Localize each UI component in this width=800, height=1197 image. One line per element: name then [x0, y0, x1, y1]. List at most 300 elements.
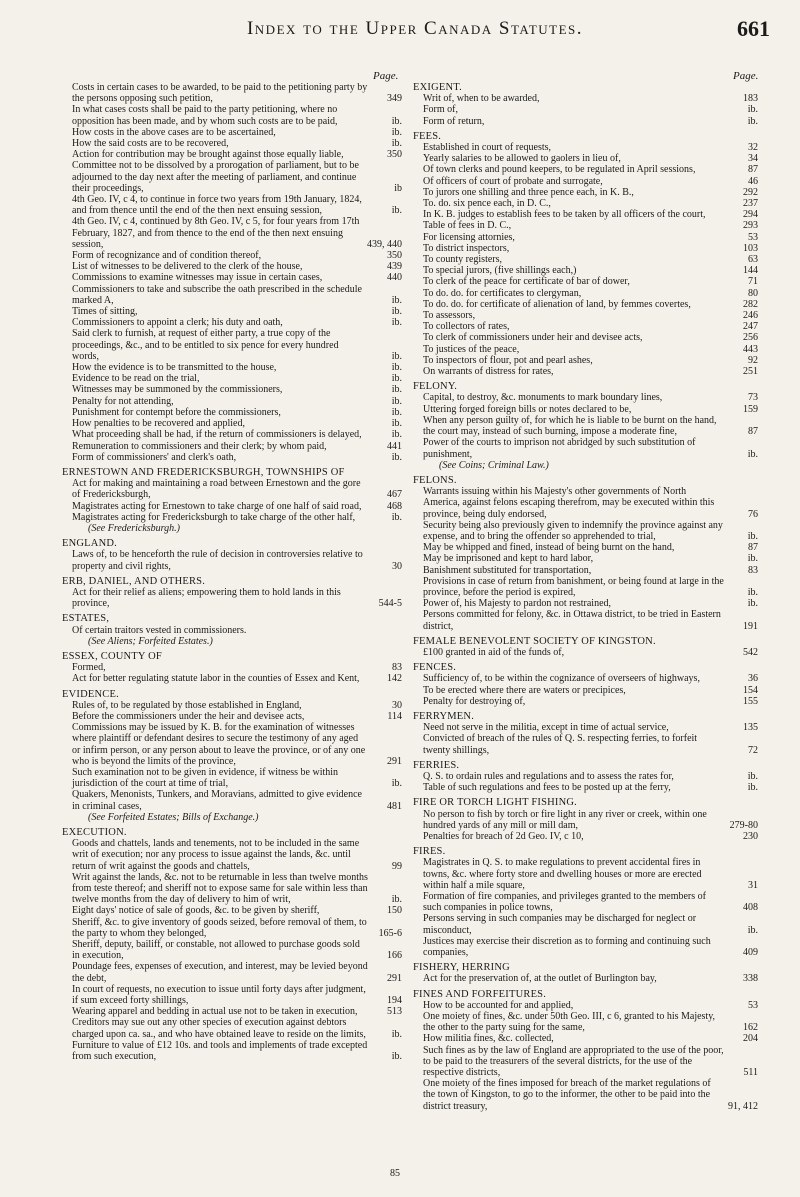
entry-heading: FEES.	[413, 130, 442, 142]
sub-entry-text: Penalty for not attending,	[72, 395, 174, 407]
sub-entry-text: To special jurors, (five shillings each,)	[423, 265, 577, 277]
entry-heading: FIRE OR TORCH LIGHT FISHING.	[413, 797, 577, 809]
page-reference: 76	[748, 508, 758, 520]
sub-entry-text: Witnesses may be summoned by the commissioners,	[72, 384, 283, 396]
sub-entry-text: Uttering forged foreign bills or notes declared to be,	[423, 403, 632, 415]
page-reference: 440	[387, 272, 402, 284]
sub-entry	[62, 138, 402, 149]
entry-heading: FISHERY, HERRING	[413, 962, 510, 974]
sub-entry	[413, 254, 758, 265]
sub-entry-text: One moiety of fines, &c. under 50th Geo. III, c 6, granted to his Majesty, the other to the party suing for the same,	[423, 1011, 716, 1034]
index-entry	[62, 467, 402, 534]
sub-entry	[413, 310, 758, 321]
sub-entry	[62, 722, 402, 767]
sub-entry	[62, 194, 402, 216]
index-entry	[62, 689, 402, 823]
sub-entry	[413, 936, 758, 958]
page-reference: ib.	[391, 384, 402, 396]
entry-heading: ERB, DANIEL, AND OTHERS.	[62, 575, 206, 587]
page-reference: 53	[748, 999, 758, 1011]
sub-entry	[413, 576, 758, 598]
sub-entry-text: Commissions may be issued by K. B. for the examination of witnesses where plaintiff or defendant desires to secure the testimony of any aged or infirm person, or any person about to leave the province, or of any one who is beyond the limits of the province,	[72, 722, 366, 767]
page-reference: 349	[387, 93, 402, 105]
entry-heading: FERRIES.	[413, 759, 460, 771]
sub-entry	[413, 973, 758, 984]
sub-entry-text: Sufficiency of, to be within the cognizance of overseers of highways,	[423, 673, 700, 685]
sub-entry-text: Sheriff, &c. to give inventory of goods seized, before removal of them, to the party to whom they belonged,	[72, 916, 367, 939]
page-reference: ib.	[747, 770, 758, 782]
page-reference: 468	[387, 500, 402, 512]
page-reference: 439, 440	[367, 238, 402, 250]
entry-heading: FEMALE BENEVOLENT SOCIETY OF KINGSTON.	[413, 635, 656, 647]
sub-entry	[62, 216, 402, 250]
sub-entry	[62, 407, 402, 418]
sub-entry-text: Form of,	[423, 104, 458, 116]
index-column-left	[62, 78, 402, 1062]
index-entry	[62, 538, 402, 572]
sub-entry	[413, 809, 758, 831]
running-title: Index to the Upper Canada Statutes.	[246, 18, 584, 39]
page-reference: ib	[394, 182, 402, 194]
page-reference: 99	[392, 860, 402, 872]
sub-entry	[413, 93, 758, 104]
sub-entry	[413, 913, 758, 935]
sub-entry-text: Action for contribution may be brought against those equally liable,	[72, 149, 344, 161]
sub-entry	[62, 673, 402, 684]
page-reference: 194	[387, 995, 402, 1007]
page-reference: 87	[748, 426, 758, 438]
page-reference: 142	[387, 673, 402, 685]
sub-entry-text: Convicted of breach of the rules of Q. S. respecting ferries, to forfeit twenty shillings,	[423, 733, 698, 756]
sub-entry	[62, 711, 402, 722]
page-reference: ib.	[391, 115, 402, 127]
sub-entry	[413, 321, 758, 332]
page-reference: ib.	[391, 306, 402, 318]
index-entry	[413, 989, 758, 1112]
page-reference: 150	[387, 905, 402, 917]
sub-entry	[62, 306, 402, 317]
sub-entry-text: 4th Geo. IV, c 4, continued by 8th Geo. IV, c 5, for four years from 17th February, 1827, and from thence to the end of the then next ensuing session,	[72, 216, 360, 250]
sub-entry	[413, 1078, 758, 1112]
page-reference: ib.	[391, 406, 402, 418]
page-reference: 154	[743, 684, 758, 696]
sub-entry-text: Of certain traitors vested in commissioners.	[72, 624, 247, 636]
sub-entry	[62, 587, 402, 609]
page-reference: 282	[743, 298, 758, 310]
page-reference: 87	[748, 164, 758, 176]
page-reference: 135	[743, 722, 758, 734]
sub-entry-text: Capital, to destroy, &c. monuments to mark boundary lines,	[423, 392, 663, 404]
sub-entry	[413, 299, 758, 310]
sub-entry-text: Justices may exercise their discretion as to forming and continuing such companies,	[423, 935, 711, 959]
sub-entry-text: Magistrates acting for Ernestown to take charge of one half of said road,	[72, 500, 362, 512]
sub-entry	[413, 366, 758, 377]
sub-entry	[62, 328, 402, 362]
sub-entry	[413, 276, 758, 287]
sub-entry	[62, 625, 402, 636]
index-entry	[413, 662, 758, 707]
page-reference: 279-80	[729, 819, 758, 831]
page-reference: 159	[743, 403, 758, 415]
sub-entry	[413, 176, 758, 187]
page-reference: 166	[387, 950, 402, 962]
page-reference: 165-6	[378, 927, 402, 939]
sub-entry	[413, 415, 758, 437]
sub-entry	[62, 261, 402, 272]
sub-entry-text: List of witnesses to be delivered to the clerk of the house,	[72, 261, 303, 273]
index-entry	[413, 846, 758, 958]
sub-entry	[413, 609, 758, 631]
sub-entry	[413, 288, 758, 299]
page-reference: 292	[743, 186, 758, 198]
sub-entry-text: Persons committed for felony, &c. in Ottawa district, to be tried in Eastern district,	[423, 609, 721, 632]
page-reference: 144	[743, 265, 758, 277]
sub-entry-text: To district inspectors,	[423, 242, 510, 254]
entry-heading: EXIGENT.	[413, 82, 462, 93]
index-entry	[413, 475, 758, 632]
sub-entry-text: In court of requests, no execution to issue until forty days after judgment, if sum exceed forty shillings,	[72, 983, 366, 1007]
sub-entry	[413, 831, 758, 842]
sub-entry-text: Costs in certain cases to be awarded, to be paid to the petitioning party by the persons opposing such petition,	[72, 82, 368, 105]
sub-entry-text: How to be accounted for and applied,	[423, 999, 574, 1011]
sub-entry-text: Power of, his Majesty to pardon not restrained,	[423, 598, 612, 610]
page-reference: 408	[743, 902, 758, 914]
sub-entry	[62, 362, 402, 373]
entry-heading: FENCES.	[413, 662, 457, 674]
page-reference: 30	[392, 699, 402, 711]
sub-entry-text: To county registers,	[423, 254, 503, 266]
index-column-right	[413, 78, 758, 1112]
page-reference: 30	[392, 560, 402, 572]
sub-entry	[62, 917, 402, 939]
page-reference: ib.	[391, 294, 402, 306]
sub-entry-text: Committee not to be dissolved by a prorogation of parliament, but to be adjourned to the day next after the meeting of parliament, and continue their proceedings,	[72, 160, 359, 194]
sub-entry-text: Of town clerks and pound keepers, to be regulated in April sessions,	[423, 164, 696, 176]
page-column-label-right: Page.	[733, 70, 759, 82]
sub-entry	[413, 542, 758, 553]
page-reference: 63	[748, 254, 758, 266]
page-reference: 350	[387, 250, 402, 262]
sub-entry-text: Table of fees in D. C.,	[423, 220, 512, 232]
sub-entry	[62, 961, 402, 983]
sub-entry-text: To collectors of rates,	[423, 321, 510, 333]
page-reference: ib.	[391, 1051, 402, 1063]
sub-entry	[413, 1033, 758, 1044]
page-reference: 237	[743, 198, 758, 210]
entry-heading: FELONY.	[413, 381, 458, 393]
sub-entry	[62, 872, 402, 906]
sub-entry	[413, 673, 758, 684]
sub-entry	[413, 344, 758, 355]
sub-entry	[413, 685, 758, 696]
sub-entry	[413, 857, 758, 891]
sub-entry-text: How militia fines, &c. collected,	[423, 1033, 554, 1045]
sub-entry-text: Goods and chattels, lands and tenements, not to be included in the same writ of execution; nor any process to issue against the lands, &c. until return of writ against the goods and chattels,	[72, 838, 360, 872]
signature-mark: 85	[390, 1168, 400, 1179]
index-entry	[413, 711, 758, 756]
sub-entry	[62, 501, 402, 512]
page-reference: ib.	[747, 530, 758, 542]
sub-entry	[62, 1017, 402, 1039]
sub-entry-text: Persons serving in such companies may be discharged for neglect or misconduct,	[423, 913, 697, 936]
index-entry	[413, 131, 758, 377]
sub-entry	[62, 317, 402, 328]
sub-entry-text: May be whipped and fined, instead of being burnt on the hand,	[423, 542, 675, 554]
sub-entry	[413, 404, 758, 415]
sub-entry	[413, 782, 758, 793]
index-entry	[62, 613, 402, 647]
page-reference: 251	[743, 366, 758, 378]
page-reference: ib.	[391, 778, 402, 790]
sub-entry-text: Commissioners to appoint a clerk; his duty and oath,	[72, 317, 283, 329]
sub-entry	[413, 1000, 758, 1011]
sub-entry	[413, 771, 758, 782]
sub-entry-text: Security being also previously given to indemnify the province against any expense, and to bring the offender so apprehended to trial,	[423, 519, 723, 542]
sub-entry-text: Act for making and maintaining a road between Ernestown and the gore of Fredericksburgh,	[72, 478, 361, 501]
page-reference: ib.	[391, 126, 402, 138]
page-reference: 513	[387, 1006, 402, 1018]
cross-reference: (See Fredericksburgh.)	[88, 522, 181, 534]
sub-entry-text: Creditors may sue out any other species of execution against debtors charged upon ca. sa., and who have obtained leave to reside on the limits,	[72, 1017, 366, 1040]
sub-entry	[413, 486, 758, 520]
page-reference: 73	[748, 392, 758, 404]
sub-entry	[62, 272, 402, 283]
page-reference: 191	[743, 620, 758, 632]
sub-entry-text: Quakers, Menonists, Tunkers, and Moravians, admitted to give evidence in criminal cases,	[72, 789, 362, 812]
page-reference: 83	[392, 662, 402, 674]
sub-entry-text: Magistrates acting for Fredericksburgh to take charge of the other half,	[72, 511, 356, 523]
page-reference: ib.	[747, 104, 758, 116]
page-reference: ib.	[747, 598, 758, 610]
page-reference: 481	[387, 800, 402, 812]
index-entry	[62, 651, 402, 685]
sub-entry-text: Penalty for destroying of,	[423, 695, 526, 707]
page-reference: ib.	[391, 373, 402, 385]
sub-entry-text: To be erected where there are waters or precipices,	[423, 684, 626, 696]
page-reference: ib.	[391, 395, 402, 407]
page-reference: ib.	[747, 586, 758, 598]
page-reference: 183	[743, 93, 758, 105]
sub-entry-text: To assessors,	[423, 310, 476, 322]
sub-entry	[413, 1045, 758, 1079]
page-column-label-left: Page.	[373, 70, 399, 82]
sub-entry	[413, 164, 758, 175]
index-entry	[413, 636, 758, 658]
sub-entry-text: Provisions in case of return from banishment, or being found at large in the province, before the period is expired,	[423, 575, 724, 598]
sub-entry-text: Table of such regulations and fees to be posted up at the ferry,	[423, 782, 671, 794]
cross-reference: (See Aliens; Forfeited Estates.)	[88, 635, 213, 647]
page-reference: 32	[748, 142, 758, 154]
sub-entry	[62, 700, 402, 711]
cross-reference: (See Forfeited Estates; Bills of Exchange.)	[88, 811, 259, 823]
entry-heading: FERRYMEN.	[413, 710, 475, 722]
sub-entry-text: Evidence to be read on the trial,	[72, 373, 200, 385]
sub-entry-text: Act for their relief as aliens; empowering them to hold lands in this province,	[72, 586, 341, 610]
sub-entry-text: How costs in the above cases are to be ascertained,	[72, 126, 276, 138]
sub-entry	[62, 82, 402, 104]
sub-entry-text: To clerk of commissioners under heir and devisee acts,	[423, 332, 643, 344]
sub-entry	[62, 127, 402, 138]
sub-entry-text: £100 granted in aid of the funds of,	[423, 646, 565, 658]
page-reference: 350	[387, 149, 402, 161]
sub-entry	[62, 104, 402, 126]
page-reference: 83	[748, 564, 758, 576]
index-entry	[62, 576, 402, 610]
page-reference: ib.	[747, 782, 758, 794]
page-reference: 162	[743, 1022, 758, 1034]
sub-entry	[62, 838, 402, 872]
sub-entry	[413, 209, 758, 220]
entry-heading: FINES AND FORFEITURES.	[413, 988, 547, 1000]
sub-entry	[413, 696, 758, 707]
sub-entry	[62, 418, 402, 429]
entry-heading: EXECUTION.	[62, 827, 127, 838]
sub-entry	[62, 789, 402, 811]
entry-heading: EVIDENCE.	[62, 688, 119, 700]
sub-entry	[413, 520, 758, 542]
sub-entry-text: Eight days' notice of sale of goods, &c. to be given by sheriff,	[72, 905, 320, 917]
sub-entry	[62, 429, 402, 440]
sub-entry-text: Established in court of requests,	[423, 142, 552, 154]
sub-entry-text: Warrants issuing within his Majesty's other governments of North America, against felons escaping therefrom, may be executed within this province, being duly endorsed,	[423, 486, 715, 520]
sub-entry-text: Said clerk to furnish, at request of either party, a true copy of the proceedings, &c., and to be entitled to six pence for every hundred words,	[72, 328, 339, 362]
sub-entry	[62, 452, 402, 463]
page-reference: 87	[748, 542, 758, 554]
index-entry	[62, 82, 402, 463]
sub-entry	[413, 355, 758, 366]
sub-entry	[62, 478, 402, 500]
page-reference: 53	[748, 231, 758, 243]
sub-entry	[62, 396, 402, 407]
page-reference: 256	[743, 332, 758, 344]
sub-entry-text: Commissioners to take and subscribe the oath prescribed in the schedule marked A,	[72, 283, 362, 306]
sub-entry-text: May be imprisoned and kept to hard labor,	[423, 553, 594, 565]
page-reference: 443	[743, 343, 758, 355]
sub-entry-text: Form of recognizance and of condition thereof,	[72, 250, 262, 262]
sub-entry-text: To inspectors of flour, pot and pearl ashes,	[423, 354, 593, 366]
sub-entry-text: Act for better regulating statute labor in the counties of Essex and Kent,	[72, 673, 360, 685]
page-reference: 246	[743, 310, 758, 322]
page-reference: 71	[748, 276, 758, 288]
sub-entry	[413, 142, 758, 153]
sub-entry-text: Remuneration to commissioners and their clerk; by whom paid,	[72, 440, 327, 452]
sub-entry-text: Sheriff, deputy, bailiff, or constable, not allowed to purchase goods sold in execution,	[72, 939, 360, 962]
sub-entry	[413, 565, 758, 576]
entry-heading: FELONS.	[413, 474, 457, 486]
sub-entry-text: On warrants of distress for rates,	[423, 366, 554, 378]
page-reference: 204	[743, 1033, 758, 1045]
sub-entry	[413, 553, 758, 564]
sub-entry-text: Banishment substituted for transportation,	[423, 564, 592, 576]
sub-entry-text: Laws of, to be henceforth the rule of decision in controversies relative to property and civil rights,	[72, 549, 363, 572]
page-reference: 511	[743, 1067, 758, 1079]
sub-entry-text: How penalties to be recovered and applied,	[72, 418, 245, 430]
index-entry	[62, 827, 402, 1062]
sub-entry	[62, 662, 402, 673]
sub-entry-text: Times of sitting,	[72, 306, 138, 318]
sub-entry-text: Formed,	[72, 662, 106, 674]
sub-entry	[413, 332, 758, 343]
sub-entry-text: What proceeding shall be had, if the return of commissioners is delayed,	[72, 429, 362, 441]
index-entry	[413, 797, 758, 842]
index-entry	[413, 381, 758, 471]
sub-entry	[413, 891, 758, 913]
sub-entry	[62, 939, 402, 961]
page-reference: ib.	[747, 924, 758, 936]
sub-entry	[62, 1006, 402, 1017]
index-entry	[413, 962, 758, 984]
page-reference: ib.	[391, 138, 402, 150]
page-reference: 542	[743, 646, 758, 658]
sub-entry-text: Form of commissioners' and clerk's oath,	[72, 451, 237, 463]
entry-heading: ESTATES,	[62, 613, 110, 625]
page-reference: 31	[748, 879, 758, 891]
page-reference: ib.	[391, 205, 402, 217]
page-reference: 338	[743, 973, 758, 985]
sub-entry-text: In K. B. judges to establish fees to be taken by all officers of the court,	[423, 209, 706, 221]
sub-entry	[413, 437, 758, 459]
index-entry	[413, 760, 758, 794]
page-reference: 34	[748, 153, 758, 165]
page-reference: 439	[387, 261, 402, 273]
sub-entry-text: For licensing attornies,	[423, 231, 515, 243]
sub-entry-text: Q. S. to ordain rules and regulations and to assess the rates for,	[423, 770, 674, 782]
sub-entry	[413, 153, 758, 164]
sub-entry-text: Punishment for contempt before the commissioners,	[72, 406, 281, 418]
sub-entry-text: Writ of, when to be awarded,	[423, 93, 540, 105]
sub-entry	[62, 767, 402, 789]
sub-entry	[62, 284, 402, 306]
sub-entry-text: Magistrates in Q. S. to make regulations to prevent accidental fires in towns, &c. where forty store and dwelling houses or more are erected within half a mile square,	[423, 857, 702, 891]
sub-entry	[413, 116, 758, 127]
page-reference: 46	[748, 175, 758, 187]
index-entry	[413, 82, 758, 127]
sub-entry	[413, 265, 758, 276]
sub-entry-text: When any person guilty of, for which he is liable to be burnt on the hand, the court may, instead of such burning, impose a moderate fine,	[423, 414, 717, 438]
page-reference: ib.	[391, 1028, 402, 1040]
page-reference: 544-5	[378, 598, 402, 610]
sub-entry	[62, 905, 402, 916]
entry-heading: ERNESTOWN AND FREDERICKSBURGH, TOWNSHIPS OF	[62, 466, 345, 478]
sub-entry	[413, 232, 758, 243]
page-reference: 293	[743, 220, 758, 232]
entry-heading: ENGLAND.	[62, 538, 117, 550]
page-reference: ib.	[747, 448, 758, 460]
sub-entry-text: Penalties for breach of 2d Geo. IV, c 10,	[423, 831, 584, 842]
sub-entry-text: Such examination not to be given in evidence, if witness be within jurisdiction of the court at time of trial,	[72, 766, 339, 790]
sub-entry	[413, 187, 758, 198]
sub-entry-text: Form of return,	[423, 115, 485, 127]
sub-entry-text: To justices of the peace,	[423, 343, 520, 355]
sub-entry-text: One moiety of the fines imposed for breach of the market regulations of the town of Kingston, to go to the informer, the other to be paid into the district treasury,	[423, 1078, 711, 1112]
sub-entry	[62, 149, 402, 160]
sub-entry-text: 4th Geo. IV, c 4, to continue in force two years from 19th January, 1824, and from thence until the end of the then next ensuing session,	[72, 194, 362, 217]
sub-entry-text: Commissions to examine witnesses may issue in certain cases,	[72, 272, 323, 284]
entry-heading: ESSEX, COUNTY OF	[62, 650, 162, 662]
sub-entry	[413, 722, 758, 733]
sub-entry	[62, 160, 402, 194]
page-header	[60, 14, 770, 44]
page-reference: 441	[387, 440, 402, 452]
page-reference: 92	[748, 354, 758, 366]
sub-entry	[62, 384, 402, 395]
cross-reference: (See Coins; Criminal Law.)	[439, 459, 549, 471]
sub-entry-text: To do. do. for certificate of alienation of land, by femmes covertes,	[423, 298, 691, 310]
sub-entry	[413, 104, 758, 115]
sub-entry	[413, 733, 758, 755]
sub-entry	[62, 441, 402, 452]
sub-entry-text: Poundage fees, expenses of execution, and interest, may be levied beyond the debt,	[72, 961, 368, 984]
